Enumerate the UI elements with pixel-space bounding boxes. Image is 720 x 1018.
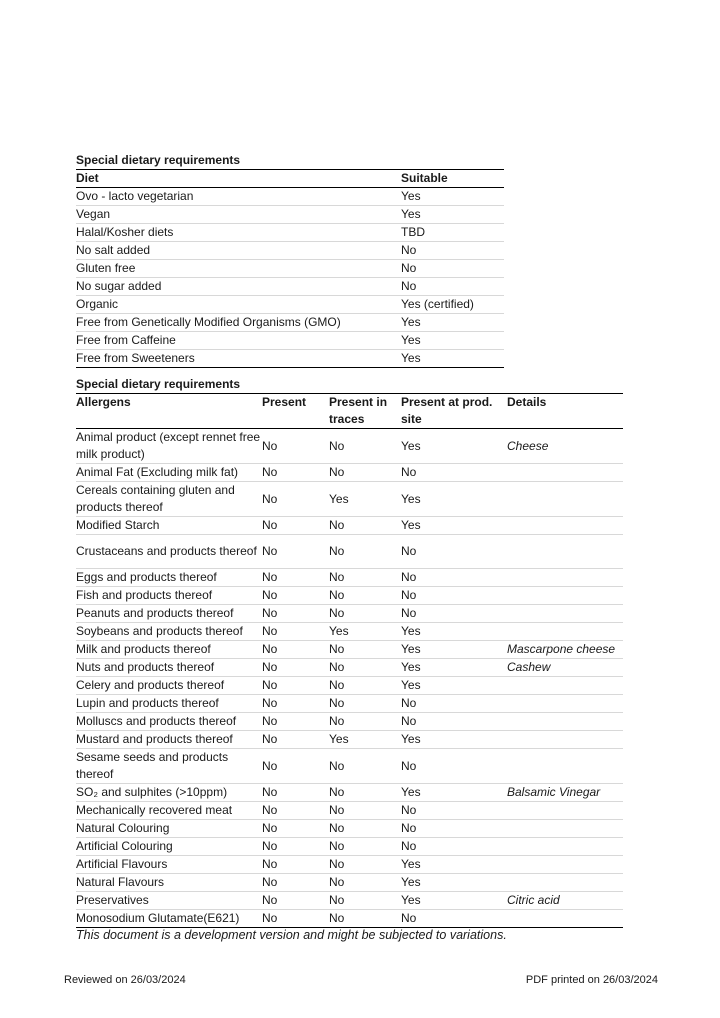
allergen-cell-traces: Yes xyxy=(329,623,401,641)
allergen-cell-details: Cheese xyxy=(507,429,623,464)
allergen-cell-present: No xyxy=(262,731,329,749)
allergen-row xyxy=(76,605,623,623)
allergen-cell-details xyxy=(507,695,623,713)
allergen-cell-name: Celery and products thereof xyxy=(76,677,262,695)
allergen-cell-name: Modified Starch xyxy=(76,517,262,535)
allergen-cell-prod-site: No xyxy=(401,838,507,856)
allergen-cell-present: No xyxy=(262,517,329,535)
allergen-cell-prod-site: Yes xyxy=(401,659,507,677)
allergen-cell-traces: No xyxy=(329,713,401,731)
allergen-cell-prod-site: Yes xyxy=(401,731,507,749)
allergen-cell-prod-site: No xyxy=(401,569,507,587)
diet-row xyxy=(76,224,504,242)
allergen-row xyxy=(76,429,623,464)
diet-cell-name: Halal/Kosher diets xyxy=(76,224,401,242)
allergen-row xyxy=(76,838,623,856)
allergen-section-title: Special dietary requirements xyxy=(76,377,241,391)
allergen-cell-prod-site: Yes xyxy=(401,856,507,874)
allergen-cell-present: No xyxy=(262,820,329,838)
diet-row xyxy=(76,206,504,224)
diet-section xyxy=(76,153,504,368)
allergen-cell-details: Citric acid xyxy=(507,892,623,910)
allergen-cell-traces: No xyxy=(329,641,401,659)
allergen-cell-traces: No xyxy=(329,892,401,910)
allergen-cell-traces: No xyxy=(329,784,401,802)
allergen-cell-present: No xyxy=(262,802,329,820)
allergen-cell-prod-site: No xyxy=(401,695,507,713)
allergen-cell-name: Molluscs and products thereof xyxy=(76,713,262,731)
diet-row xyxy=(76,242,504,260)
allergen-cell-name: Crustaceans and products thereof xyxy=(76,535,262,569)
allergen-cell-details xyxy=(507,856,623,874)
allergen-cell-prod-site: Yes xyxy=(401,784,507,802)
allergen-cell-details xyxy=(507,874,623,892)
allergen-cell-name: Natural Colouring xyxy=(76,820,262,838)
footer-printed-date: PDF printed on 26/03/2024 xyxy=(525,974,658,986)
diet-section-title: Special dietary requirements xyxy=(76,153,241,167)
allergen-row xyxy=(76,820,623,838)
allergen-row xyxy=(76,892,623,910)
allergen-row xyxy=(76,910,623,928)
allergen-cell-name: Peanuts and products thereof xyxy=(76,605,262,623)
allergen-row xyxy=(76,535,623,569)
allergen-cell-traces: No xyxy=(329,838,401,856)
allergen-cell-prod-site: No xyxy=(401,820,507,838)
allergen-table xyxy=(76,393,623,928)
diet-cell-name: Free from Caffeine xyxy=(76,332,401,350)
diet-header-suitable: Suitable xyxy=(401,170,504,188)
allergen-header-row xyxy=(76,394,623,429)
diet-cell-suitable: Yes xyxy=(401,351,421,365)
diet-table xyxy=(76,169,504,368)
allergen-cell-prod-site: No xyxy=(401,587,507,605)
diet-cell-suitable: TBD xyxy=(401,224,504,242)
allergen-cell-prod-site: No xyxy=(401,802,507,820)
diet-header-diet: Diet xyxy=(76,170,401,188)
allergen-row xyxy=(76,802,623,820)
allergen-cell-name: Animal product (except rennet free milk product) xyxy=(76,429,262,464)
allergen-cell-details xyxy=(507,802,623,820)
diet-cell-name: Ovo - lacto vegetarian xyxy=(76,188,401,206)
allergen-cell-traces: No xyxy=(329,659,401,677)
allergen-cell-traces: No xyxy=(329,429,401,464)
diet-row xyxy=(76,314,504,332)
allergen-row xyxy=(76,784,623,802)
allergen-cell-details xyxy=(507,482,623,517)
allergen-cell-name: Soybeans and products thereof xyxy=(76,623,262,641)
diet-cell-name: Gluten free xyxy=(76,260,401,278)
allergen-cell-prod-site: Yes xyxy=(401,677,507,695)
allergen-cell-details xyxy=(507,713,623,731)
allergen-row xyxy=(76,731,623,749)
allergen-cell-name: Natural Flavours xyxy=(76,874,262,892)
allergen-cell-traces: Yes xyxy=(329,482,401,517)
allergen-cell-present: No xyxy=(262,569,329,587)
diet-cell-name: Free from Sweeteners xyxy=(76,351,195,365)
allergen-row xyxy=(76,749,623,784)
allergen-cell-present: No xyxy=(262,784,329,802)
allergen-cell-details xyxy=(507,587,623,605)
allergen-cell-present: No xyxy=(262,464,329,482)
allergen-cell-present: No xyxy=(262,713,329,731)
disclaimer-text: This document is a development version and might be subjected to variations. xyxy=(76,928,507,942)
diet-row xyxy=(76,278,504,296)
allergen-row xyxy=(76,641,623,659)
allergen-cell-name: Monosodium Glutamate(E621) xyxy=(76,911,240,925)
allergen-cell-prod-site: No xyxy=(401,605,507,623)
allergen-row xyxy=(76,587,623,605)
allergen-cell-present: No xyxy=(262,892,329,910)
allergen-cell-name: Artificial Flavours xyxy=(76,856,262,874)
footer-reviewed-date: Reviewed on 26/03/2024 xyxy=(64,974,186,986)
allergen-cell-present: No xyxy=(262,695,329,713)
allergen-cell-prod-site: No xyxy=(401,713,507,731)
allergen-cell-traces: No xyxy=(329,605,401,623)
allergen-cell-present: No xyxy=(262,641,329,659)
allergen-cell-details xyxy=(507,464,623,482)
allergen-cell-traces: No xyxy=(329,535,401,569)
allergen-cell-name: Sesame seeds and products thereof xyxy=(76,749,262,784)
diet-row xyxy=(76,188,504,206)
allergen-row xyxy=(76,713,623,731)
allergen-cell-details xyxy=(507,623,623,641)
allergen-cell-details xyxy=(507,605,623,623)
allergen-cell-details xyxy=(507,517,623,535)
allergen-cell-details xyxy=(507,535,623,569)
allergen-cell-present: No xyxy=(262,838,329,856)
allergen-cell-details xyxy=(507,731,623,749)
allergen-cell-traces: No xyxy=(329,517,401,535)
allergen-cell-name: Nuts and products thereof xyxy=(76,659,262,677)
allergen-cell-traces: No xyxy=(329,587,401,605)
diet-cell-suitable: Yes xyxy=(401,188,504,206)
allergen-cell-prod-site: Yes xyxy=(401,641,507,659)
allergen-cell-name: Milk and products thereof xyxy=(76,641,262,659)
allergen-row xyxy=(76,482,623,517)
allergen-row xyxy=(76,623,623,641)
allergen-cell-name: Preservatives xyxy=(76,892,262,910)
diet-cell-suitable: No xyxy=(401,242,504,260)
diet-cell-name: Free from Genetically Modified Organisms (GMO) xyxy=(76,314,401,332)
allergen-cell-prod-site: Yes xyxy=(401,892,507,910)
allergen-header-traces: Present in traces xyxy=(329,394,401,429)
allergen-cell-traces: No xyxy=(329,820,401,838)
allergen-cell-present: No xyxy=(262,605,329,623)
allergen-cell-prod-site: Yes xyxy=(401,874,507,892)
allergen-row xyxy=(76,464,623,482)
diet-cell-name: No salt added xyxy=(76,242,401,260)
diet-cell-name: Vegan xyxy=(76,206,401,224)
allergen-cell-present: No xyxy=(262,749,329,784)
allergen-cell-traces: No xyxy=(329,749,401,784)
allergen-cell-name: Eggs and products thereof xyxy=(76,569,262,587)
allergen-cell-name: Animal Fat (Excluding milk fat) xyxy=(76,464,262,482)
allergen-cell-name: Mustard and products thereof xyxy=(76,731,262,749)
allergen-cell-present: No xyxy=(262,623,329,641)
allergen-cell-prod-site: Yes xyxy=(401,623,507,641)
allergen-header-allergens: Allergens xyxy=(76,394,262,429)
allergen-row xyxy=(76,659,623,677)
allergen-cell-present: No xyxy=(262,677,329,695)
allergen-row xyxy=(76,695,623,713)
allergen-header-prod-site: Present at prod. site xyxy=(401,394,507,429)
allergen-cell-details xyxy=(507,569,623,587)
allergen-cell-details: Balsamic Vinegar xyxy=(507,784,623,802)
allergen-cell-present: No xyxy=(262,429,329,464)
allergen-cell-prod-site: Yes xyxy=(401,517,507,535)
allergen-cell-name: Cereals containing gluten and products thereof xyxy=(76,482,262,517)
allergen-cell-prod-site: Yes xyxy=(401,429,507,464)
allergen-cell-details: Mascarpone cheese xyxy=(507,641,623,659)
diet-cell-suitable: No xyxy=(401,260,504,278)
allergen-row xyxy=(76,856,623,874)
diet-cell-suitable: Yes xyxy=(401,314,504,332)
allergen-cell-name: Lupin and products thereof xyxy=(76,695,262,713)
allergen-cell-present: No xyxy=(262,911,278,925)
allergen-cell-traces: No xyxy=(329,677,401,695)
allergen-header-details: Details xyxy=(507,394,623,429)
allergen-cell-details xyxy=(507,910,623,928)
allergen-cell-name: SO₂ and sulphites (>10ppm) xyxy=(76,784,262,802)
allergen-row xyxy=(76,569,623,587)
diet-cell-name: Organic xyxy=(76,296,401,314)
allergen-cell-traces: No xyxy=(329,802,401,820)
allergen-cell-traces: No xyxy=(329,874,401,892)
allergen-cell-details xyxy=(507,749,623,784)
diet-row xyxy=(76,332,504,350)
allergen-cell-traces: No xyxy=(329,464,401,482)
allergen-cell-traces: No xyxy=(329,856,401,874)
diet-row xyxy=(76,296,504,314)
allergen-cell-traces: No xyxy=(329,695,401,713)
allergen-cell-details: Cashew xyxy=(507,659,623,677)
allergen-cell-present: No xyxy=(262,535,329,569)
allergen-row xyxy=(76,874,623,892)
allergen-cell-traces: No xyxy=(329,911,345,925)
allergen-cell-present: No xyxy=(262,874,329,892)
allergen-cell-present: No xyxy=(262,856,329,874)
allergen-cell-name: Artificial Colouring xyxy=(76,838,262,856)
diet-cell-name: No sugar added xyxy=(76,278,401,296)
allergen-cell-prod-site: No xyxy=(401,535,507,569)
allergen-cell-name: Mechanically recovered meat xyxy=(76,802,262,820)
allergen-cell-prod-site: No xyxy=(401,749,507,784)
allergen-cell-present: No xyxy=(262,482,329,517)
diet-header-row xyxy=(76,170,504,188)
allergen-section xyxy=(76,377,623,928)
allergen-cell-prod-site: No xyxy=(401,911,417,925)
allergen-row xyxy=(76,517,623,535)
allergen-cell-traces: Yes xyxy=(329,731,401,749)
allergen-cell-traces: No xyxy=(329,569,401,587)
diet-row xyxy=(76,260,504,278)
diet-cell-suitable: Yes (certified) xyxy=(401,296,504,314)
allergen-cell-present: No xyxy=(262,659,329,677)
allergen-row xyxy=(76,677,623,695)
allergen-cell-name: Fish and products thereof xyxy=(76,587,262,605)
allergen-cell-prod-site: Yes xyxy=(401,482,507,517)
diet-cell-suitable: Yes xyxy=(401,206,504,224)
allergen-cell-details xyxy=(507,838,623,856)
allergen-cell-details xyxy=(507,820,623,838)
allergen-cell-prod-site: No xyxy=(401,464,507,482)
allergen-header-present: Present xyxy=(262,394,329,429)
diet-cell-suitable: No xyxy=(401,278,504,296)
allergen-cell-details xyxy=(507,677,623,695)
diet-row xyxy=(76,350,504,368)
diet-cell-suitable: Yes xyxy=(401,332,504,350)
allergen-cell-present: No xyxy=(262,587,329,605)
